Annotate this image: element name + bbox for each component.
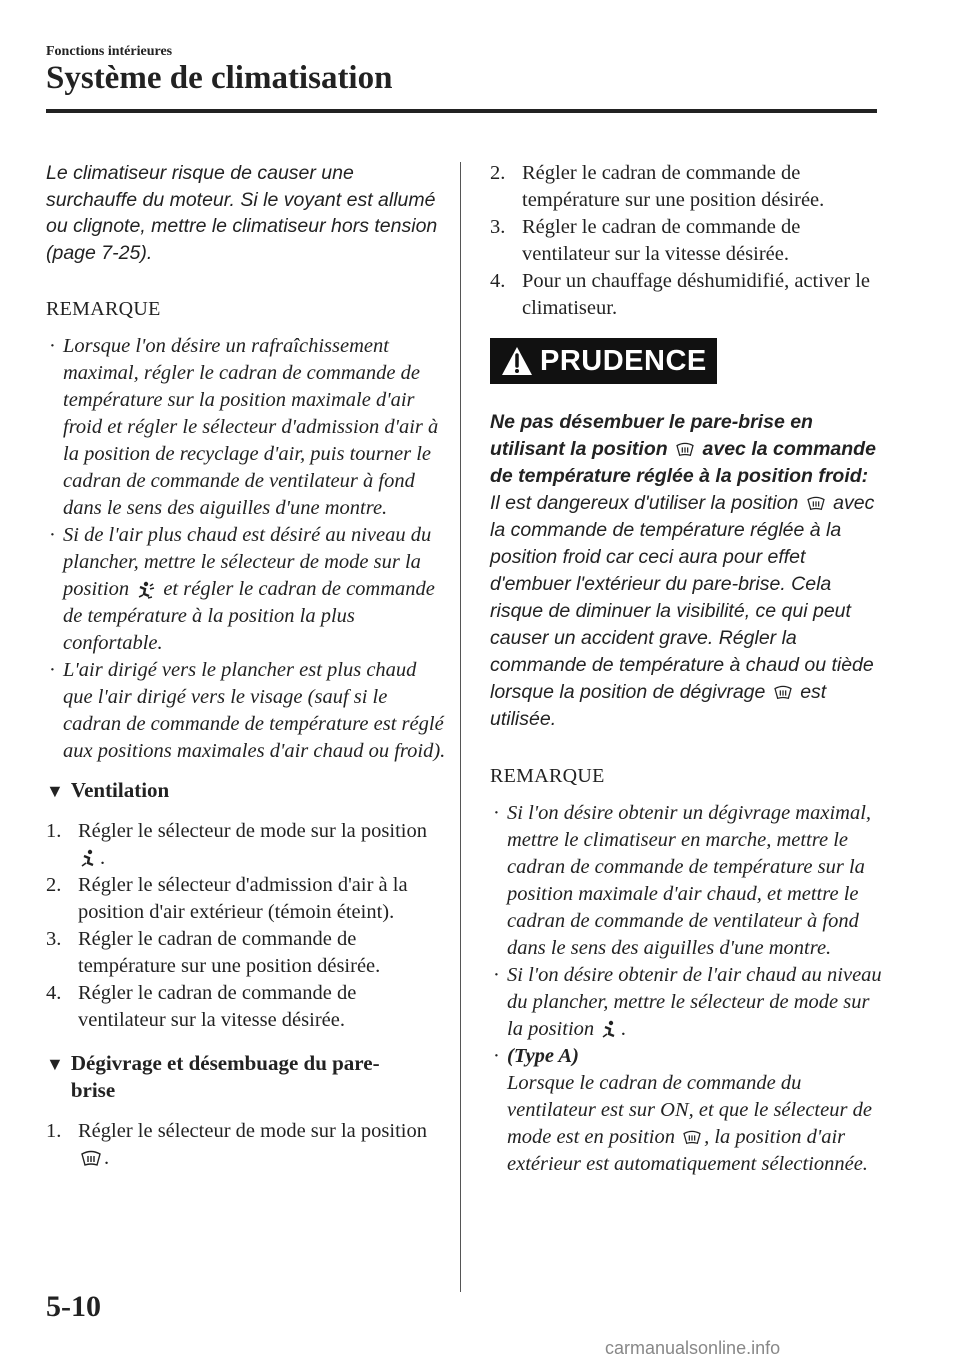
ventilation-steps [46, 818, 446, 1034]
list-item: 2. Régler le cadran de commande de température sur une position désirée. [490, 162, 825, 211]
floor-defrost-mode-icon [136, 580, 156, 600]
section-label: Fonctions intérieures [46, 44, 173, 59]
column-divider [460, 162, 461, 1292]
list-item: 2. Régler le sélecteur d'admission d'air à la position d'air extérieur (témoin éteint). [46, 874, 408, 923]
list-item: 3. Régler le cadran de commande de ventilateur sur la vitesse désirée. [490, 216, 801, 265]
header-rule [46, 109, 877, 113]
floor-mode-icon [601, 1020, 619, 1040]
remarque-heading: REMARQUE [490, 765, 605, 787]
list-item: · (Type A) Lorsque le cadran de commande du ventilateur est sur ON, et que le sélecteur de mode est en position , la position d'air extérieur est automatiquement sélectionnée. [493, 1045, 872, 1175]
prudence-text: Il est dangereux d'utiliser la position avec la commande de température réglée à la position froid car ceci aura pour effet d'embuer l'extérieur du pare-brise. Cela risque de diminuer la visibilité, ce qui peut causer un accident grave. Régler la commande de température à chaud ou tiède lorsque la position de dégivrage est utilisée. [490, 492, 875, 730]
list-item: 4. Pour un chauffage déshumidifié, activer le climatiseur. [490, 270, 870, 319]
remarque-heading: REMARQUE [46, 298, 161, 320]
list-item: · Si l'on désire obtenir un dégivrage maximal, mettre le climatiseur en marche, mettre le cadran de commande de température sur la position maximale d'air chaud, et mettre le cadran de commande de ventilateur à fond dans le sens des aiguilles d'une montre. [493, 802, 872, 959]
windshield-defrost-icon [806, 496, 826, 512]
prudence-heading: Ne pas désembuer le pare-brise en utilisant la position avec la commande de température réglée à la position froid: [490, 411, 876, 487]
warning-triangle-icon [500, 345, 534, 377]
watermark: carmanualsonline.info [605, 1338, 781, 1358]
degivrage-steps-continued [490, 160, 885, 322]
windshield-defrost-icon [80, 1150, 102, 1168]
windshield-defrost-icon [773, 685, 793, 701]
degivrage-steps [46, 1118, 446, 1172]
prudence-label: PRUDENCE [540, 344, 707, 377]
overheat-warning: Le climatiseur risque de causer une surchauffe du moteur. Si le voyant est allumé ou clignote, mettre le climatiseur hors tension (page 7-25). [46, 162, 438, 264]
floor-mode-icon [80, 849, 98, 869]
list-item: · Lorsque l'on désire un rafraîchissement maximal, régler le cadran de commande de température sur la position maximale d'air froid et régler le sélecteur d'admission d'air à la position de recyclage d'air, puis tourner le cadran de commande de ventilateur à fond dans le sens des aiguilles d'une montre. [49, 335, 439, 519]
list-item: · L'air dirigé vers le plancher est plus chaud que l'air dirigé vers le visage (sauf si le cadran de commande de température est réglé aux positions maximales d'air chaud ou froid). [49, 659, 446, 762]
list-item: 4. Régler le cadran de commande de ventilateur sur la vitesse désirée. [46, 982, 357, 1031]
windshield-defrost-icon [675, 442, 695, 458]
list-item: · Si de l'air plus chaud est désiré au niveau du plancher, mettre le sélecteur de mode sur la position et régler le cadran de commande de température à la position la plus confortable. [49, 524, 435, 654]
windshield-defrost-icon [682, 1130, 702, 1146]
remarque-list [46, 333, 446, 765]
ventilation-heading: ▼ Ventilation [46, 778, 170, 802]
left-column [46, 160, 446, 1172]
page-title: Système de climatisation [46, 60, 393, 96]
remarque-list [490, 800, 885, 1178]
page-number: 5-10 [46, 1290, 101, 1323]
prudence-banner [490, 338, 717, 384]
list-item: 3. Régler le cadran de commande de température sur une position désirée. [46, 928, 381, 977]
list-item: 1. Régler le sélecteur de mode sur la position . [46, 1120, 427, 1169]
right-column [490, 160, 885, 1178]
list-item: 1. Régler le sélecteur de mode sur la position . [46, 820, 427, 869]
list-item: · Si l'on désire obtenir de l'air chaud au niveau du plancher, mettre le sélecteur de mode sur la position . [493, 964, 882, 1040]
degivrage-heading: ▼ Dégivrage et désembuage du pare-brise [46, 1051, 380, 1102]
